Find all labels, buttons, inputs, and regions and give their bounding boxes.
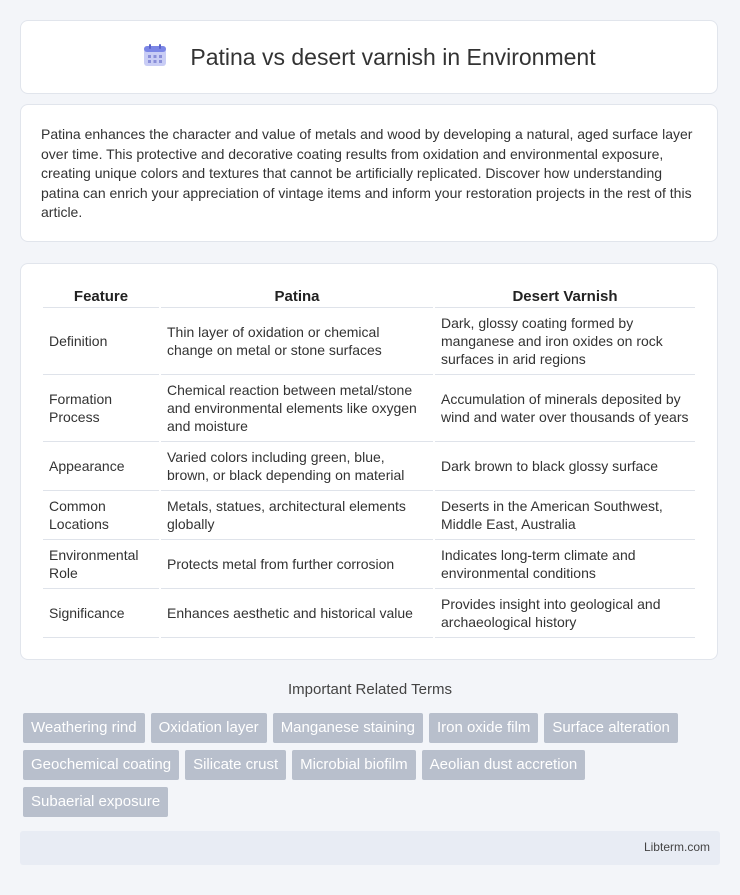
table-row — [43, 491, 695, 540]
related-terms-title: Important Related Terms — [288, 681, 452, 698]
term-tag[interactable]: Microbial biofilm — [292, 750, 416, 780]
column-header: Desert Varnish — [435, 282, 695, 308]
desert-varnish-cell: Indicates long-term climate and environmental conditions — [435, 540, 695, 589]
page-title: Patina vs desert varnish in Environment — [190, 43, 596, 70]
header-card — [20, 20, 718, 94]
patina-cell: Thin layer of oxidation or chemical change on metal or stone surfaces — [161, 308, 433, 375]
table-row — [43, 589, 695, 638]
related-terms-list — [23, 713, 723, 817]
feature-cell: Common Locations — [43, 491, 159, 540]
term-tag[interactable]: Subaerial exposure — [23, 787, 168, 817]
patina-cell: Enhances aesthetic and historical value — [161, 589, 433, 638]
patina-cell: Chemical reaction between metal/stone and environmental elements like oxygen and moisture — [161, 375, 433, 442]
desert-varnish-cell: Dark, glossy coating formed by manganese and iron oxides on rock surfaces in arid regions — [435, 308, 695, 375]
table-row — [43, 442, 695, 491]
comparison-table-card — [20, 263, 718, 660]
term-tag[interactable]: Surface alteration — [544, 713, 678, 743]
column-header: Feature — [43, 282, 159, 308]
feature-cell: Significance — [43, 589, 159, 638]
column-header: Patina — [161, 282, 433, 308]
desert-varnish-cell: Deserts in the American Southwest, Middle East, Australia — [435, 491, 695, 540]
term-tag[interactable]: Geochemical coating — [23, 750, 179, 780]
term-tag[interactable]: Silicate crust — [185, 750, 286, 780]
term-tag[interactable]: Iron oxide film — [429, 713, 538, 743]
term-tag[interactable]: Oxidation layer — [151, 713, 267, 743]
desert-varnish-cell: Dark brown to black glossy surface — [435, 442, 695, 491]
calendar-icon — [142, 42, 168, 73]
table-row — [43, 540, 695, 589]
patina-cell: Metals, statues, architectural elements globally — [161, 491, 433, 540]
table-row — [43, 308, 695, 375]
feature-cell: Appearance — [43, 442, 159, 491]
feature-cell: Environmental Role — [43, 540, 159, 589]
comparison-table — [41, 282, 697, 638]
term-tag[interactable]: Weathering rind — [23, 713, 145, 743]
feature-cell: Formation Process — [43, 375, 159, 442]
desert-varnish-cell: Accumulation of minerals deposited by wind and water over thousands of years — [435, 375, 695, 442]
term-tag[interactable]: Aeolian dust accretion — [422, 750, 586, 780]
intro-text: Patina enhances the character and value of metals and wood by developing a natural, aged surface layer over time. This protective and decorative coating results from oxidation and environmental exposure, creating unique colors and textures that cannot be artificially replicated. Discover how understanding patina can enrich your appreciation of vintage items and inform your restoration projects in the rest of this article. — [20, 104, 718, 242]
footer — [20, 831, 720, 865]
feature-cell: Definition — [43, 308, 159, 375]
patina-cell: Protects metal from further corrosion — [161, 540, 433, 589]
table-row — [43, 375, 695, 442]
desert-varnish-cell: Provides insight into geological and archaeological history — [435, 589, 695, 638]
footer-site-link[interactable]: Libterm.com — [643, 840, 710, 854]
term-tag[interactable]: Manganese staining — [273, 713, 423, 743]
patina-cell: Varied colors including green, blue, brown, or black depending on material — [161, 442, 433, 491]
